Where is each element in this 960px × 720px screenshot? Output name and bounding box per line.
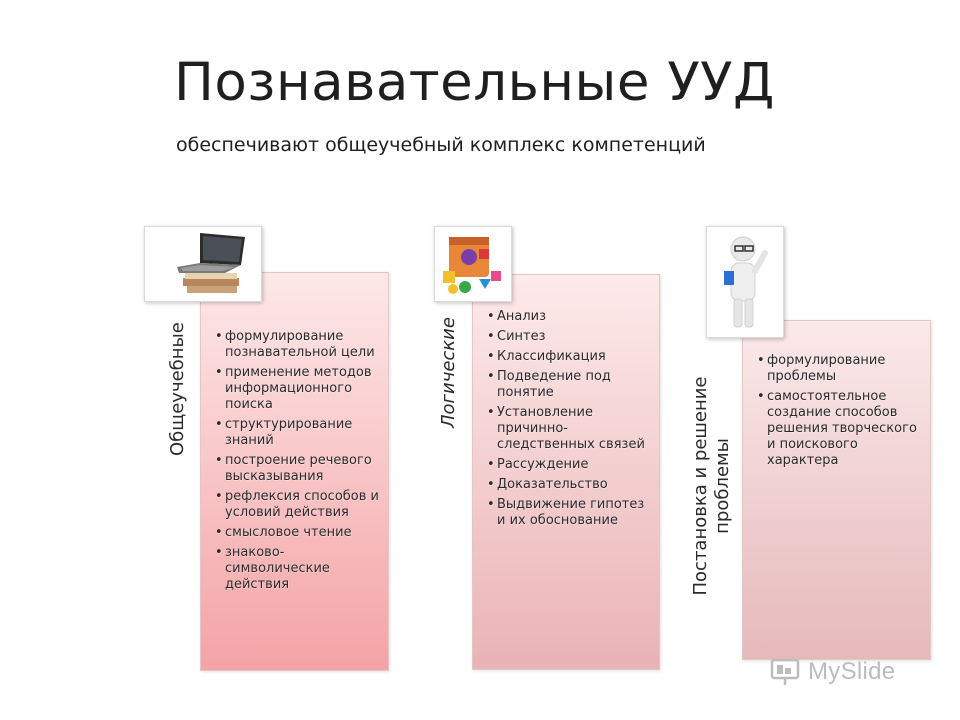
list-item: • самостоятельное создание способов решения творческого и поискового характера [767, 389, 922, 469]
list-item: • Классификация [497, 349, 651, 365]
list-item: • Синтез [497, 329, 651, 345]
card-general-list [201, 329, 388, 593]
list-item: • Установление причинно-следственных связей [497, 405, 651, 453]
card-problem-solving [742, 320, 931, 660]
card-logical [472, 274, 660, 670]
list-item: • знаково-символические действия [225, 545, 380, 593]
myslide-logo-icon [770, 656, 804, 686]
list-item: • применение методов информационного поиска [225, 365, 380, 413]
list-item: • Доказательство [497, 477, 651, 493]
slide-subtitle: обеспечивают общеучебный комплекс компетенций [176, 134, 706, 156]
list-item: • формулирование познавательной цели [225, 329, 380, 361]
list-item: • формулирование проблемы [767, 353, 922, 385]
column-label-logical: Логические [438, 317, 459, 428]
card-problem-solving-list [743, 353, 930, 469]
list-item: • рефлексия способов и условий действия [225, 489, 380, 521]
column-label-line-1: Постановка и решение [690, 376, 711, 596]
list-item: • структурирование знаний [225, 417, 380, 449]
list-item: • Анализ [497, 309, 651, 325]
watermark-text: MySlide [808, 658, 896, 685]
list-item: • смысловое чтение [225, 525, 380, 541]
card-logical-list [473, 309, 659, 529]
laptop-on-books-image [144, 226, 262, 302]
person-icon [707, 227, 783, 337]
puzzle-shape-sorter-image [434, 226, 512, 302]
slide-title: Познавательные УУД [174, 52, 775, 113]
watermark [770, 656, 930, 690]
column-label-problem-solving [690, 368, 734, 604]
column-label-line-2: проблемы [712, 438, 733, 534]
list-item: • Рассуждение [497, 457, 651, 473]
column-label-general: Общеучебные [167, 322, 188, 456]
list-item: • построение речевого высказывания [225, 453, 380, 485]
list-item: • Выдвижение гипотез и их обоснование [497, 497, 651, 529]
person-with-idea-image [706, 226, 784, 338]
laptop-icon [145, 227, 261, 301]
puzzle-icon [435, 227, 511, 301]
card-general [200, 272, 389, 671]
list-item: • Подведение под понятие [497, 369, 651, 401]
